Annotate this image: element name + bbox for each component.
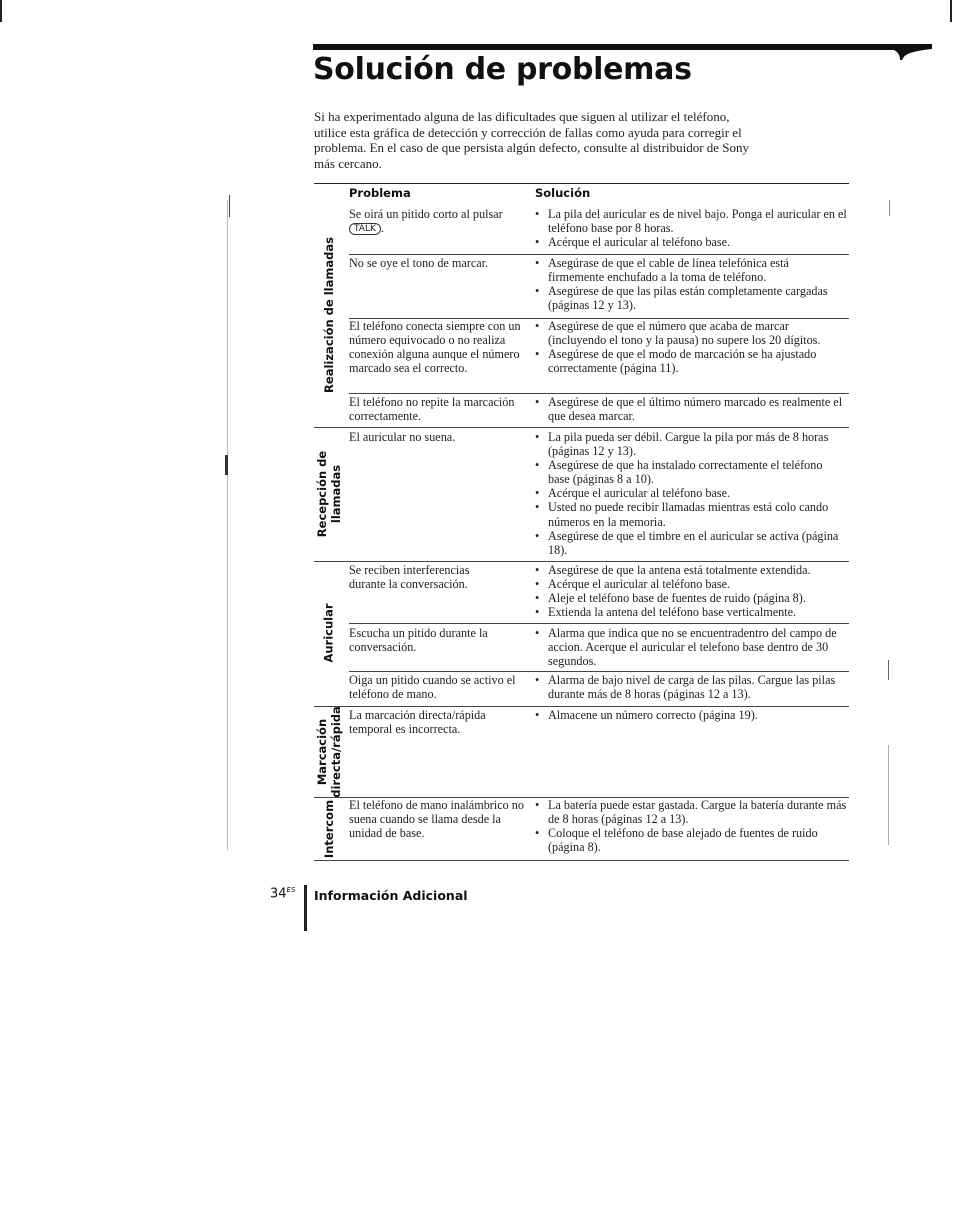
- scan-mark: [229, 195, 230, 217]
- solution-list: [535, 207, 847, 249]
- solution-item: • Acérque el auricular al teléfono base.: [535, 577, 847, 591]
- solution-item: • Acérque el auricular al teléfono base.: [535, 486, 847, 500]
- category-auricular: [314, 562, 344, 704]
- category-divider: [314, 706, 849, 707]
- problem-text: El auricular no suena.: [349, 430, 456, 444]
- category-marcacion: [314, 706, 344, 798]
- page-number: [270, 886, 295, 901]
- table-bottom-rule: [314, 860, 849, 861]
- solution-list: [535, 798, 847, 854]
- category-intercom: [314, 798, 344, 860]
- solution-list: [535, 626, 847, 668]
- table-top-rule: [314, 183, 849, 184]
- solution-item: • Asegúrese de que la antena está totalmente extendida.: [535, 563, 847, 577]
- footer-section-title: Información Adicional: [314, 888, 468, 903]
- scan-mark: [227, 200, 228, 850]
- problem-text: Oiga un pitido cuando se activo el teléfono de mano.: [349, 673, 516, 702]
- solution-list: [535, 395, 847, 423]
- solution-item: • Alarma que indica que no se encuentradentro del campo de accion. Acerque el auricular el telefono base dentro de 30 segundos.: [535, 626, 847, 668]
- solution-item: • Asegúrese de que el timbre en el auricular se activa (página 18).: [535, 529, 847, 557]
- page-language: ES: [286, 886, 296, 894]
- problem-text: El teléfono conecta siempre con un número equivocado o no realiza conexión alguna aunque el número marcado sea el correcto.: [349, 319, 521, 376]
- category-label: Auricular: [322, 603, 337, 663]
- category-label: Recepción de llamadas: [315, 450, 344, 538]
- solution-list: [535, 673, 847, 701]
- solution-item: • Asegúrese de que las pilas están completamente cargadas (páginas 12 y 13).: [535, 284, 847, 312]
- solution-item: • Coloque el teléfono de base alejado de fuentes de ruido (página 8).: [535, 826, 847, 854]
- footer-bar: [304, 885, 307, 931]
- problem-text: Se oirá un pitido corto al pulsar: [349, 207, 503, 221]
- category-label: Intercom: [322, 799, 337, 859]
- problem-text: La marcación directa/rápida temporal es incorrecta.: [349, 708, 486, 737]
- problem-text: .: [380, 221, 384, 236]
- header-solution: Solución: [535, 186, 591, 200]
- problem-text: No se oye el tono de marcar.: [349, 256, 489, 270]
- problem-text: Escucha un pitido durante la conversación.: [349, 626, 488, 655]
- category-label: Marcación directa/rápida: [315, 706, 343, 798]
- category-realizacion: [314, 205, 344, 425]
- solution-list: [535, 708, 847, 722]
- problem-text: Se reciben interferencias durante la conversación.: [349, 563, 470, 592]
- solution-item: • Asegúrese de que el número que acaba de marcar (incluyendo el tono y la pausa) no supere los 20 dígitos.: [535, 319, 847, 347]
- solution-item: • Acérque el auricular al teléfono base.: [535, 235, 847, 249]
- solution-item: • La pila pueda ser débil. Cargue la pila por más de 8 horas (páginas 12 y 13).: [535, 430, 847, 458]
- row-divider: [349, 393, 849, 394]
- scan-mark: [888, 745, 889, 845]
- solution-item: • Asegúrase de que el cable de línea telefónica está firmemente enchufado a la toma de teléfono.: [535, 256, 847, 284]
- category-recepcion: [314, 428, 344, 560]
- solution-list: [535, 319, 847, 375]
- scan-mark: [889, 200, 890, 216]
- title-rule: [313, 44, 903, 50]
- solution-item: • Aleje el teléfono base de fuentes de ruido (página 8).: [535, 591, 847, 605]
- scan-mark: [225, 455, 228, 475]
- category-divider: [314, 561, 849, 562]
- problem-text: El teléfono no repite la marcación correctamente.: [349, 395, 515, 424]
- category-label: Realización de llamadas: [322, 237, 336, 393]
- solution-item: • Extienda la antena del teléfono base verticalmente.: [535, 605, 847, 619]
- solution-item: • Alarma de bajo nivel de carga de las pilas. Cargue las pilas durante más de 8 horas (páginas 12 a 13).: [535, 673, 847, 701]
- solution-item: • Almacene un número correcto (página 19).: [535, 708, 847, 722]
- solution-list: [535, 256, 847, 312]
- page-number-value: 34: [270, 886, 287, 902]
- solution-item: • Asegúrese de que ha instalado correctamente el teléfono base (páginas 8 a 10).: [535, 458, 847, 486]
- solution-item: • Usted no puede recibir llamadas mientras está colo cando números en la memoria.: [535, 500, 847, 528]
- intro-paragraph: Si ha experimentado alguna de las dificultades que siguen al utilizar el teléfono, utilice esta gráfica de detección y corrección de fallas como ayuda para corregir el problema. En el caso de que persista algún defecto, consulte al distribuidor de Sony más cercano.: [314, 109, 750, 171]
- scan-mark: [950, 0, 952, 22]
- category-divider: [314, 427, 849, 428]
- talk-key: TALK: [349, 223, 381, 235]
- solution-item: • La pila del auricular es de nivel bajo. Ponga el auricular en el teléfono base por 8 horas.: [535, 207, 847, 235]
- title-rule-hook: [880, 44, 932, 60]
- page-title: Solución de problemas: [313, 52, 692, 87]
- solution-item: • La batería puede estar gastada. Cargue la batería durante más de 8 horas (páginas 12 a 13).: [535, 798, 847, 826]
- header-problem: Problema: [349, 186, 411, 200]
- solution-item: • Asegúrese de que el modo de marcación se ha ajustado correctamente (página 11).: [535, 347, 847, 375]
- scan-mark: [0, 0, 2, 22]
- solution-list: [535, 563, 847, 619]
- problem-text: El teléfono de mano inalámbrico no suena cuando se llama desde la unidad de base.: [349, 798, 524, 841]
- solution-item: • Asegúrese de que el último número marcado es realmente el que desea marcar.: [535, 395, 847, 423]
- scan-mark: [888, 660, 889, 680]
- row-divider: [349, 623, 849, 624]
- row-divider: [349, 671, 849, 672]
- problem-text-talk-beep: [349, 207, 531, 235]
- solution-list: [535, 430, 847, 557]
- row-divider: [349, 254, 849, 255]
